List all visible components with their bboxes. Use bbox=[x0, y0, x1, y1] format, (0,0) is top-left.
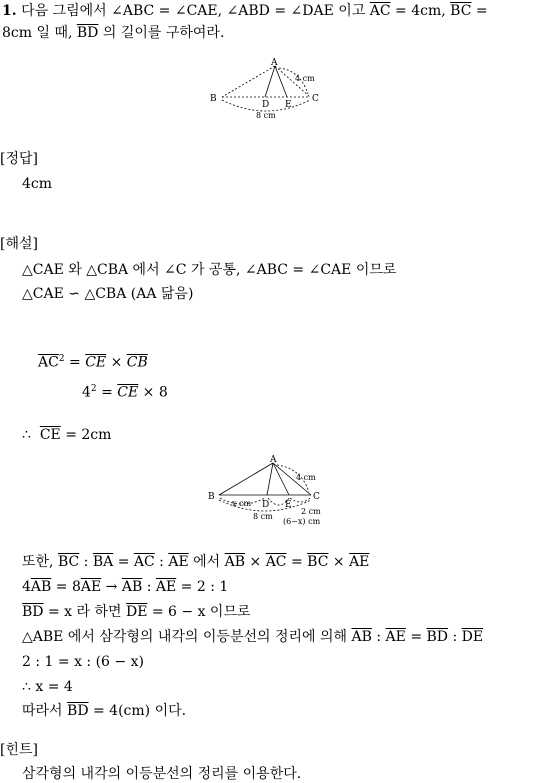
equals: = bbox=[113, 554, 134, 570]
coefficient: 4 bbox=[22, 579, 31, 595]
answer-header: [정답] bbox=[0, 151, 38, 167]
label-e: E bbox=[285, 100, 292, 110]
label-a: A bbox=[271, 58, 278, 68]
segment-ce: $\overline{CE}$ bbox=[85, 354, 107, 371]
length-bc: 8 cm bbox=[253, 512, 273, 521]
problem-text: = 4cm, bbox=[395, 3, 446, 19]
base: 4 bbox=[82, 384, 91, 401]
work-line-4 bbox=[22, 628, 483, 646]
segment-bd: $\overline{BD}$ bbox=[67, 703, 89, 719]
work-line-1 bbox=[22, 553, 369, 571]
solution-line-1: △CAE 와 △CBA 에서 ∠C 가 공통, ∠ABC = ∠CAE 이므로 bbox=[22, 262, 397, 278]
segment-ac: $\overline{AC}$ bbox=[265, 554, 287, 570]
label-b: B bbox=[208, 492, 215, 502]
segment-ae: $\overline{AE}$ bbox=[168, 554, 189, 570]
figure-triangle-2 bbox=[205, 454, 335, 528]
segment-bc: $\overline{BC}$ bbox=[450, 3, 472, 19]
segment-de: $\overline{DE}$ bbox=[125, 604, 148, 620]
line-ab bbox=[219, 463, 273, 495]
line-ae bbox=[273, 463, 289, 495]
segment-ac: $\overline{AC}$ bbox=[38, 354, 59, 371]
problem-text: 의 길이를 구하여라. bbox=[102, 25, 225, 41]
times: × bbox=[245, 554, 266, 570]
problem-statement-line-2 bbox=[2, 24, 224, 42]
segment-bd: $\overline{BD}$ bbox=[426, 629, 449, 645]
segment-ae: $\overline{AE}$ bbox=[155, 579, 177, 595]
segment-ba: $\overline{BA}$ bbox=[92, 554, 114, 570]
solution-line-2: △CAE ∽ △CBA (AA 닮음) bbox=[22, 286, 194, 302]
segment-ae: $\overline{AE}$ bbox=[80, 579, 102, 595]
segment-de: $\overline{DE}$ bbox=[461, 629, 484, 645]
equals: = bbox=[64, 354, 86, 371]
problem-statement-line-1 bbox=[2, 2, 488, 20]
segment-bd: $\overline{BD}$ bbox=[22, 604, 44, 620]
exponent: 2 bbox=[90, 384, 97, 394]
times: × bbox=[106, 354, 127, 371]
segment-ac: $\overline{AC}$ bbox=[369, 3, 391, 19]
brace-ec bbox=[290, 498, 310, 502]
work-text: 따라서 bbox=[22, 703, 63, 719]
label-d: D bbox=[262, 500, 270, 510]
problem-text: = bbox=[475, 3, 488, 19]
equals: = bbox=[405, 629, 427, 645]
work-text: = 4(cm) 이다. bbox=[88, 703, 187, 719]
line-ad bbox=[267, 463, 273, 495]
segment-ab: $\overline{AB}$ bbox=[121, 579, 143, 595]
arrow: → bbox=[101, 579, 122, 595]
problem-text: 8cm 일 때, bbox=[2, 25, 73, 41]
label-e: E bbox=[285, 500, 292, 510]
length-ac: 4 cm bbox=[296, 473, 316, 482]
work-line-6: ∴ x = 4 bbox=[22, 679, 73, 695]
figure-triangle-1 bbox=[205, 56, 330, 120]
equals: = bbox=[96, 384, 118, 401]
equation-2 bbox=[82, 380, 168, 402]
label-b: B bbox=[210, 94, 217, 104]
work-text: △ABE 에서 삼각형의 내각의 이등분선의 정리에 의해 bbox=[22, 629, 348, 645]
equals-8: = 8 bbox=[51, 579, 81, 595]
length-bc: 8 cm bbox=[256, 111, 276, 120]
segment-ac: $\overline{AC}$ bbox=[133, 554, 155, 570]
line-ae bbox=[275, 66, 287, 97]
work-line-5: 2 : 1 = x : (6 − x) bbox=[22, 654, 144, 670]
equals: = bbox=[286, 554, 308, 570]
answer-value: 4cm bbox=[22, 176, 53, 192]
ce-result bbox=[22, 426, 111, 444]
colon: : bbox=[142, 579, 156, 595]
problem-number: 1. bbox=[2, 3, 17, 19]
label-a: A bbox=[270, 455, 277, 465]
length-de: (6−x) cm bbox=[283, 517, 321, 526]
segment-ae: $\overline{AE}$ bbox=[385, 629, 406, 645]
work-line-3 bbox=[22, 603, 251, 621]
segment-ce: $\overline{CE}$ bbox=[117, 384, 139, 401]
line-ab bbox=[222, 66, 275, 97]
colon: : bbox=[448, 629, 462, 645]
colon: : bbox=[371, 629, 386, 645]
exponent: 2 bbox=[58, 354, 65, 364]
segment-bc: $\overline{BC}$ bbox=[57, 554, 80, 570]
hint-text: 삼각형의 내각의 이등분선의 정리를 이용한다. bbox=[22, 766, 302, 782]
segment-ab: $\overline{AB}$ bbox=[351, 629, 372, 645]
length-ec: 2 cm bbox=[301, 507, 321, 516]
length-ac: 4 cm bbox=[295, 74, 315, 83]
times: × bbox=[328, 554, 350, 570]
solution-header: [해설] bbox=[0, 236, 38, 252]
work-line-7 bbox=[22, 702, 186, 720]
segment-ce: $\overline{CE}$ bbox=[39, 427, 61, 443]
therefore-symbol: ∴ bbox=[22, 427, 31, 443]
label-c: C bbox=[312, 94, 319, 104]
work-text: = 6 − x 이므로 bbox=[147, 604, 251, 620]
length-bd: x cm bbox=[232, 499, 252, 508]
ratio-result: = 2 : 1 bbox=[176, 579, 229, 595]
label-d: D bbox=[262, 100, 270, 110]
work-line-2 bbox=[22, 578, 228, 596]
segment-cb: $\overline{CB}$ bbox=[126, 354, 148, 371]
segment-ab: $\overline{AB}$ bbox=[224, 554, 246, 570]
problem-text: 다음 그림에서 ∠ABC = ∠CAE, ∠ABD = ∠DAE 이고 bbox=[21, 3, 366, 19]
work-text: 또한, bbox=[22, 554, 54, 570]
segment-ae: $\overline{AE}$ bbox=[349, 554, 370, 570]
colon: : bbox=[154, 554, 169, 570]
work-text: 에서 bbox=[188, 554, 225, 570]
segment-ab: $\overline{AB}$ bbox=[30, 579, 52, 595]
work-text: = x 라 하면 bbox=[43, 604, 126, 620]
segment-bd: $\overline{BD}$ bbox=[76, 25, 99, 41]
segment-bc: $\overline{BC}$ bbox=[307, 554, 329, 570]
label-c: C bbox=[313, 492, 320, 502]
ce-value: = 2cm bbox=[60, 427, 112, 443]
hint-header: [힌트] bbox=[0, 742, 38, 758]
equation-1 bbox=[38, 350, 148, 372]
colon: : bbox=[79, 554, 93, 570]
equation-rest: × 8 bbox=[138, 384, 168, 401]
